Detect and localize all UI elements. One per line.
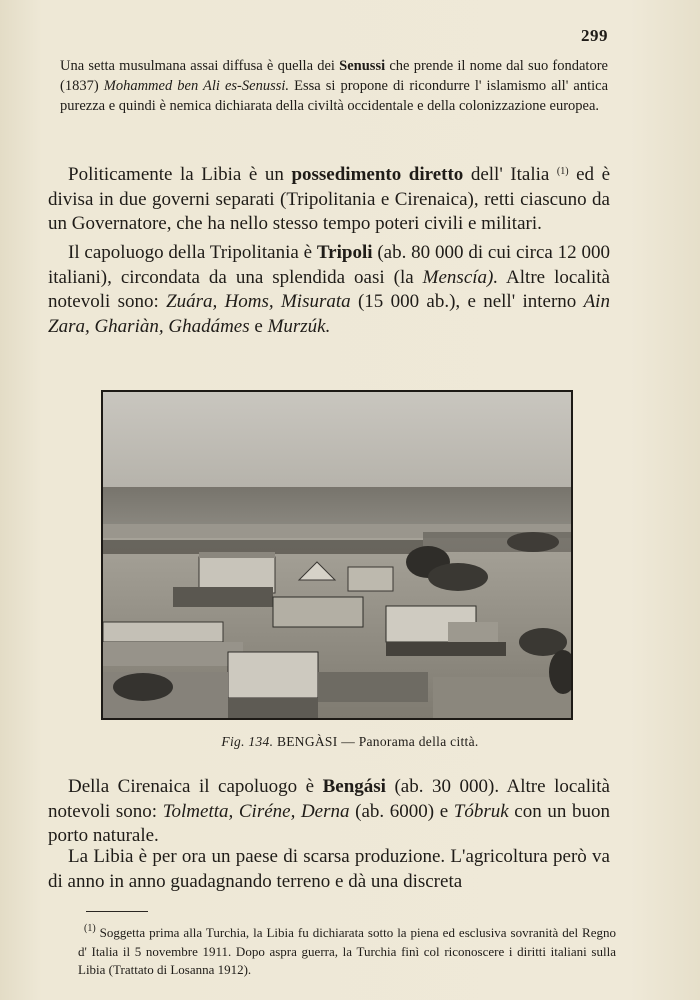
bengasi-panorama-photo: [101, 390, 573, 720]
footnote: [78, 920, 616, 980]
figure-title: BENGÀSI: [276, 734, 338, 749]
intro-paragraph: Una setta musulmana assai diffusa è quella dei Senussi che prende il nome dal suo fondatore (1837) Mohammed ben Ali es-Senussi. Essa si propone di ricondurre l' islamismo all' antica purezza e quindi è nemica dichiarata della civiltà occidentale e della colonizzazione europea.: [60, 58, 609, 114]
senussi-term: Senussi: [339, 58, 386, 74]
footnote-ref: (1): [556, 166, 569, 177]
possedimento-term: possedimento diretto: [291, 164, 464, 185]
footnote-divider: [86, 911, 148, 912]
page-number: 299: [581, 26, 608, 45]
founder-name: Mohammed ben Ali es-Senussi.: [103, 78, 290, 94]
footnote-text: Soggetta prima alla Turchia, la Libia fu dichiarata sotto la piena ed esclusiva sovranità del Regno d' Italia il 5 novembre 1911. Dopo aspra guerra, la Turchia finì col riconoscere i diritti italiani sulla Libia (Trattato di Losanna 1912).: [78, 925, 616, 977]
figure-subtitle: — Panorama della città.: [337, 734, 479, 749]
figure-caption: [0, 734, 700, 750]
paragraph-politics: Politicamente la Libia è un possedimento diretto dell' Italia $^{(1)}$ ed è divisa in due governi separati (Tripolitania e Cirenaica), retti ciascuno da un Governatore, che ha nello stesso tempo poteri civili e militari.: [48, 164, 610, 234]
tripoli-term: Tripoli: [316, 242, 373, 263]
footnote-mark: (1): [84, 923, 96, 934]
bengasi-term: Bengási: [322, 776, 386, 797]
paragraph-cirenaica: Della Cirenaica il capoluogo è Bengási (ab. 30 000). Altre località notevoli sono: Tolmetta, Ciréne, Derna (ab. 6000) e Tóbruk con un buon porto naturale.: [48, 776, 610, 846]
figure-label: Fig. 134.: [221, 734, 274, 749]
paragraph-produzione: La Libia è per ora un paese di scarsa produzione. L'agricoltura però va di anno in anno guadagnando terreno e dà una discreta: [48, 846, 610, 892]
paragraph-tripolitania: Il capoluogo della Tripolitania è Tripoli (ab. 80 000 di cui circa 12 000 italiani), circondata da una splendida oasi (la Menscía). Altre località notevoli sono: Zuára, Homs, Misurata (15 000 ab.), e nell' interno Ain Zara, Ghariàn, Ghadámes e Murzúk.: [48, 242, 610, 337]
